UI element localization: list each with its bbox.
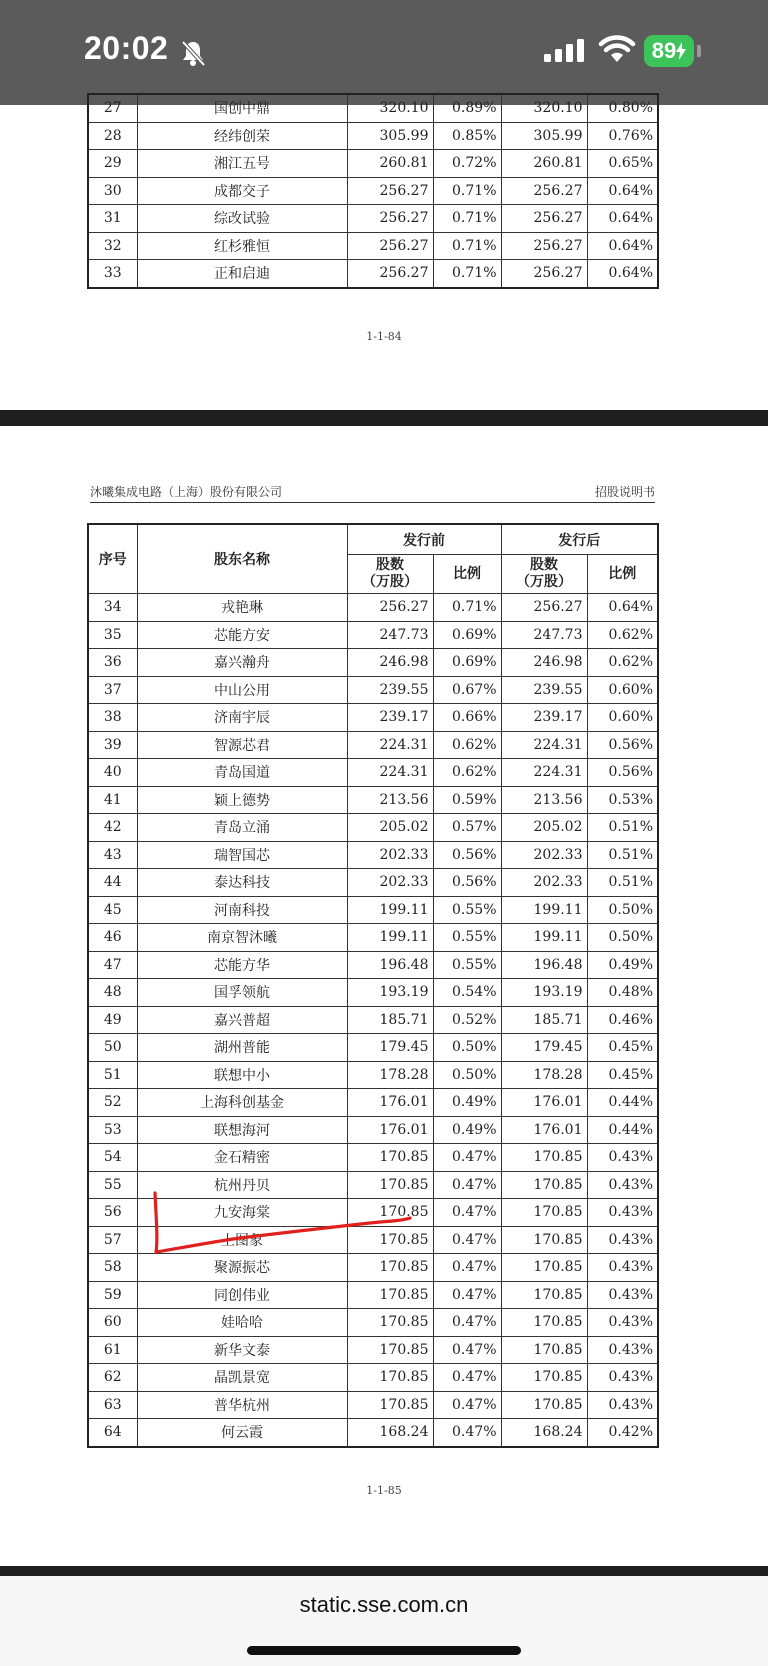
cell-index: 55 <box>88 1171 137 1199</box>
cell-index: 41 <box>88 786 137 814</box>
cell-post-shares: 170.85 <box>501 1309 587 1337</box>
page-number: 1-1-85 <box>366 1484 402 1497</box>
cell-post-ratio: 0.43% <box>587 1226 658 1254</box>
charging-bolt-icon <box>676 42 686 60</box>
cell-post-shares: 260.81 <box>501 150 587 178</box>
cell-shareholder-name: 新华文泰 <box>137 1336 347 1364</box>
cell-shareholder-name: 芯能方安 <box>137 621 347 649</box>
table-row <box>88 841 658 869</box>
table-row <box>88 1199 658 1227</box>
cell-pre-shares: 170.85 <box>347 1171 433 1199</box>
cell-pre-ratio: 0.55% <box>433 924 501 952</box>
cell-pre-ratio: 0.55% <box>433 951 501 979</box>
cell-index: 48 <box>88 979 137 1007</box>
cell-shareholder-name: 普华杭州 <box>137 1391 347 1419</box>
document-header <box>90 482 655 503</box>
cell-post-shares: 170.85 <box>501 1254 587 1282</box>
cell-shareholder-name: 九安海棠 <box>137 1199 347 1227</box>
cell-post-ratio: 0.62% <box>587 621 658 649</box>
cell-index: 32 <box>88 232 137 260</box>
cell-post-ratio: 0.46% <box>587 1006 658 1034</box>
cell-pre-shares: 305.99 <box>347 122 433 150</box>
cell-post-ratio: 0.43% <box>587 1364 658 1392</box>
cell-pre-ratio: 0.47% <box>433 1171 501 1199</box>
table-row <box>88 1281 658 1309</box>
table-row <box>88 1144 658 1172</box>
cell-index: 43 <box>88 841 137 869</box>
cell-post-ratio: 0.64% <box>587 177 658 205</box>
cell-shareholder-name: 南京智沐曦 <box>137 924 347 952</box>
cell-post-shares: 199.11 <box>501 924 587 952</box>
cell-pre-ratio: 0.69% <box>433 649 501 677</box>
table-row <box>88 260 658 288</box>
cell-pre-shares: 185.71 <box>347 1006 433 1034</box>
table-row <box>88 786 658 814</box>
cell-pre-shares: 202.33 <box>347 841 433 869</box>
cell-pre-shares: 205.02 <box>347 814 433 842</box>
cell-index: 49 <box>88 1006 137 1034</box>
cell-pre-ratio: 0.71% <box>433 594 501 622</box>
cell-post-ratio: 0.43% <box>587 1144 658 1172</box>
cell-pre-shares: 170.85 <box>347 1254 433 1282</box>
table-row <box>88 122 658 150</box>
cell-pre-ratio: 0.47% <box>433 1309 501 1337</box>
cell-shareholder-name: 泰达科技 <box>137 869 347 897</box>
table-row <box>88 1309 658 1337</box>
cell-shareholder-name: 杭州丹贝 <box>137 1171 347 1199</box>
cell-post-shares: 168.24 <box>501 1419 587 1447</box>
cell-post-shares: 170.85 <box>501 1171 587 1199</box>
cell-post-ratio: 0.56% <box>587 731 658 759</box>
table-row <box>88 177 658 205</box>
cell-post-ratio: 0.60% <box>587 676 658 704</box>
cell-index: 61 <box>88 1336 137 1364</box>
cell-shareholder-name: 芯能方华 <box>137 951 347 979</box>
cell-post-shares: 305.99 <box>501 122 587 150</box>
cell-pre-ratio: 0.49% <box>433 1089 501 1117</box>
cell-pre-shares: 224.31 <box>347 731 433 759</box>
table-row <box>88 1391 658 1419</box>
cell-shareholder-name: 联想中小 <box>137 1061 347 1089</box>
cell-post-ratio: 0.43% <box>587 1199 658 1227</box>
table-row <box>88 232 658 260</box>
cell-pre-shares: 170.85 <box>347 1226 433 1254</box>
cell-shareholder-name: 智源芯君 <box>137 731 347 759</box>
cell-pre-shares: 170.85 <box>347 1199 433 1227</box>
cell-index: 33 <box>88 260 137 288</box>
cell-pre-ratio: 0.59% <box>433 786 501 814</box>
battery-indicator <box>644 35 694 67</box>
cell-post-ratio: 0.64% <box>587 205 658 233</box>
cell-pre-shares: 170.85 <box>347 1336 433 1364</box>
cell-index: 52 <box>88 1089 137 1117</box>
cell-shareholder-name: 上图象 <box>137 1226 347 1254</box>
col-header-pre-issue: 发行前 <box>347 524 501 555</box>
cell-pre-ratio: 0.71% <box>433 260 501 288</box>
table-row <box>88 1254 658 1282</box>
cell-shareholder-name: 青岛立涌 <box>137 814 347 842</box>
cell-shareholder-name: 金石精密 <box>137 1144 347 1172</box>
cell-post-ratio: 0.44% <box>587 1089 658 1117</box>
page-number: 1-1-84 <box>366 330 402 343</box>
cell-index: 42 <box>88 814 137 842</box>
cell-post-ratio: 0.43% <box>587 1281 658 1309</box>
cell-pre-ratio: 0.50% <box>433 1034 501 1062</box>
cell-post-ratio: 0.60% <box>587 704 658 732</box>
cell-post-shares: 170.85 <box>501 1391 587 1419</box>
cell-pre-shares: 256.27 <box>347 260 433 288</box>
cell-post-shares: 239.17 <box>501 704 587 732</box>
document-type: 招股说明书 <box>594 485 655 499</box>
cell-index: 28 <box>88 122 137 150</box>
cell-index: 39 <box>88 731 137 759</box>
cell-post-shares: 239.55 <box>501 676 587 704</box>
cell-post-shares: 170.85 <box>501 1364 587 1392</box>
cell-post-ratio: 0.64% <box>587 594 658 622</box>
page-separator <box>0 410 768 426</box>
cell-post-ratio: 0.43% <box>587 1309 658 1337</box>
cell-pre-ratio: 0.71% <box>433 205 501 233</box>
cell-post-shares: 202.33 <box>501 869 587 897</box>
cell-index: 63 <box>88 1391 137 1419</box>
cell-pre-ratio: 0.47% <box>433 1281 501 1309</box>
cell-index: 46 <box>88 924 137 952</box>
cell-pre-ratio: 0.62% <box>433 759 501 787</box>
cell-pre-shares: 199.11 <box>347 924 433 952</box>
cell-pre-shares: 256.27 <box>347 232 433 260</box>
cell-shareholder-name: 国创中鼎 <box>137 94 347 122</box>
cell-index: 59 <box>88 1281 137 1309</box>
table-row <box>88 1034 658 1062</box>
cell-post-ratio: 0.80% <box>587 94 658 122</box>
cell-pre-ratio: 0.56% <box>433 869 501 897</box>
cell-post-ratio: 0.42% <box>587 1419 658 1447</box>
cell-shareholder-name: 中山公用 <box>137 676 347 704</box>
cell-post-ratio: 0.50% <box>587 924 658 952</box>
col-header-post-issue: 发行后 <box>501 524 658 555</box>
cell-pre-ratio: 0.52% <box>433 1006 501 1034</box>
cell-pre-shares: 247.73 <box>347 621 433 649</box>
cell-post-ratio: 0.76% <box>587 122 658 150</box>
cell-index: 30 <box>88 177 137 205</box>
cell-pre-ratio: 0.47% <box>433 1254 501 1282</box>
cell-post-shares: 185.71 <box>501 1006 587 1034</box>
cell-pre-ratio: 0.72% <box>433 150 501 178</box>
wifi-icon <box>598 35 636 65</box>
cell-index: 36 <box>88 649 137 677</box>
cell-index: 47 <box>88 951 137 979</box>
cell-shareholder-name: 湖州普能 <box>137 1034 347 1062</box>
cell-post-shares: 246.98 <box>501 649 587 677</box>
cell-post-shares: 202.33 <box>501 841 587 869</box>
cell-shareholder-name: 颖上德势 <box>137 786 347 814</box>
cell-post-ratio: 0.48% <box>587 979 658 1007</box>
table-row <box>88 1226 658 1254</box>
cell-post-ratio: 0.56% <box>587 759 658 787</box>
cell-index: 50 <box>88 1034 137 1062</box>
status-bar <box>0 0 768 105</box>
shareholder-table <box>87 523 659 1448</box>
table-row <box>88 1364 658 1392</box>
col-header-post-shares: 股数 （万股） <box>501 555 587 594</box>
cell-post-ratio: 0.51% <box>587 869 658 897</box>
cell-index: 37 <box>88 676 137 704</box>
cell-pre-ratio: 0.71% <box>433 232 501 260</box>
cell-pre-shares: 256.27 <box>347 205 433 233</box>
table-row <box>88 869 658 897</box>
cell-pre-shares: 202.33 <box>347 869 433 897</box>
cell-pre-ratio: 0.47% <box>433 1226 501 1254</box>
cell-post-shares: 170.85 <box>501 1336 587 1364</box>
browser-address-bar[interactable] <box>0 1576 768 1666</box>
cell-pre-shares: 246.98 <box>347 649 433 677</box>
table-row <box>88 704 658 732</box>
cell-pre-shares: 196.48 <box>347 951 433 979</box>
cell-index: 53 <box>88 1116 137 1144</box>
table-row <box>88 759 658 787</box>
table-row <box>88 979 658 1007</box>
page-separator <box>0 1566 768 1576</box>
cell-pre-shares: 170.85 <box>347 1309 433 1337</box>
cell-pre-ratio: 0.47% <box>433 1336 501 1364</box>
cell-index: 60 <box>88 1309 137 1337</box>
cell-post-ratio: 0.50% <box>587 896 658 924</box>
cell-pre-shares: 260.81 <box>347 150 433 178</box>
url-text[interactable]: static.sse.com.cn <box>299 1592 469 1617</box>
col-header-post-ratio: 比例 <box>587 555 658 594</box>
cell-pre-ratio: 0.66% <box>433 704 501 732</box>
cell-pre-shares: 168.24 <box>347 1419 433 1447</box>
table-row <box>88 676 658 704</box>
cell-shareholder-name: 济南宇辰 <box>137 704 347 732</box>
company-name: 沐曦集成电路（上海）股份有限公司 <box>90 485 283 499</box>
cell-shareholder-name: 成都交子 <box>137 177 347 205</box>
cell-post-shares: 256.27 <box>501 205 587 233</box>
cell-pre-shares: 320.10 <box>347 94 433 122</box>
cell-post-ratio: 0.49% <box>587 951 658 979</box>
col-header-pre-shares: 股数 （万股） <box>347 555 433 594</box>
cell-pre-shares: 179.45 <box>347 1034 433 1062</box>
cell-index: 54 <box>88 1144 137 1172</box>
cell-pre-ratio: 0.47% <box>433 1144 501 1172</box>
table-row <box>88 649 658 677</box>
cell-post-shares: 224.31 <box>501 731 587 759</box>
cell-post-ratio: 0.64% <box>587 260 658 288</box>
cell-post-shares: 193.19 <box>501 979 587 1007</box>
cell-shareholder-name: 同创伟业 <box>137 1281 347 1309</box>
cell-shareholder-name: 红杉雅恒 <box>137 232 347 260</box>
cell-index: 62 <box>88 1364 137 1392</box>
table-row <box>88 1336 658 1364</box>
cell-shareholder-name: 晶凯景宽 <box>137 1364 347 1392</box>
table-row <box>88 621 658 649</box>
cell-post-ratio: 0.51% <box>587 814 658 842</box>
document-page-84 <box>0 100 768 410</box>
cell-post-shares: 256.27 <box>501 594 587 622</box>
cell-pre-shares: 199.11 <box>347 896 433 924</box>
cell-shareholder-name: 国孚领航 <box>137 979 347 1007</box>
cell-post-shares: 256.27 <box>501 260 587 288</box>
cell-shareholder-name: 联想海河 <box>137 1116 347 1144</box>
col-header-index: 序号 <box>88 524 137 594</box>
cell-shareholder-name: 瑞智国芯 <box>137 841 347 869</box>
cell-post-shares: 176.01 <box>501 1089 587 1117</box>
cell-pre-shares: 170.85 <box>347 1144 433 1172</box>
cell-pre-ratio: 0.57% <box>433 814 501 842</box>
cell-pre-ratio: 0.69% <box>433 621 501 649</box>
cell-index: 31 <box>88 205 137 233</box>
cell-shareholder-name: 综改试验 <box>137 205 347 233</box>
cell-pre-shares: 170.85 <box>347 1391 433 1419</box>
cell-post-ratio: 0.64% <box>587 232 658 260</box>
cell-pre-ratio: 0.47% <box>433 1199 501 1227</box>
cell-pre-ratio: 0.67% <box>433 676 501 704</box>
cellular-signal-icon <box>544 38 586 66</box>
status-time: 20:02 <box>84 30 169 66</box>
cell-pre-ratio: 0.85% <box>433 122 501 150</box>
cell-post-shares: 196.48 <box>501 951 587 979</box>
cell-pre-shares: 170.85 <box>347 1281 433 1309</box>
cell-post-ratio: 0.43% <box>587 1391 658 1419</box>
cell-pre-ratio: 0.62% <box>433 731 501 759</box>
cell-pre-shares: 193.19 <box>347 979 433 1007</box>
cell-pre-ratio: 0.71% <box>433 177 501 205</box>
cell-shareholder-name: 何云霞 <box>137 1419 347 1447</box>
cell-post-ratio: 0.44% <box>587 1116 658 1144</box>
cell-post-shares: 170.85 <box>501 1226 587 1254</box>
cell-post-shares: 205.02 <box>501 814 587 842</box>
battery-nub <box>697 45 701 57</box>
cell-shareholder-name: 湘江五号 <box>137 150 347 178</box>
cell-pre-ratio: 0.47% <box>433 1419 501 1447</box>
cell-shareholder-name: 上海科创基金 <box>137 1089 347 1117</box>
table-row <box>88 924 658 952</box>
cell-post-ratio: 0.62% <box>587 649 658 677</box>
table-row <box>88 1419 658 1447</box>
cell-pre-shares: 256.27 <box>347 177 433 205</box>
cell-pre-ratio: 0.89% <box>433 94 501 122</box>
cell-shareholder-name: 青岛国道 <box>137 759 347 787</box>
cell-post-shares: 213.56 <box>501 786 587 814</box>
cell-pre-shares: 224.31 <box>347 759 433 787</box>
cell-post-ratio: 0.51% <box>587 841 658 869</box>
table-row <box>88 1171 658 1199</box>
table-row <box>88 94 658 122</box>
cell-post-shares: 199.11 <box>501 896 587 924</box>
home-indicator[interactable] <box>247 1646 521 1655</box>
table-row <box>88 1116 658 1144</box>
cell-index: 45 <box>88 896 137 924</box>
cell-post-shares: 179.45 <box>501 1034 587 1062</box>
cell-pre-shares: 170.85 <box>347 1364 433 1392</box>
table-row <box>88 1061 658 1089</box>
cell-index: 64 <box>88 1419 137 1447</box>
cell-post-shares: 247.73 <box>501 621 587 649</box>
table-row <box>88 1089 658 1117</box>
document-page-85 <box>0 426 768 1566</box>
cell-post-ratio: 0.45% <box>587 1034 658 1062</box>
cell-shareholder-name: 聚源振芯 <box>137 1254 347 1282</box>
table-row <box>88 731 658 759</box>
cell-pre-ratio: 0.47% <box>433 1364 501 1392</box>
cell-shareholder-name: 嘉兴瀚舟 <box>137 649 347 677</box>
cell-index: 51 <box>88 1061 137 1089</box>
cell-index: 35 <box>88 621 137 649</box>
cell-pre-shares: 176.01 <box>347 1116 433 1144</box>
cell-index: 58 <box>88 1254 137 1282</box>
cell-index: 38 <box>88 704 137 732</box>
cell-pre-ratio: 0.47% <box>433 1391 501 1419</box>
cell-post-ratio: 0.65% <box>587 150 658 178</box>
cell-pre-ratio: 0.54% <box>433 979 501 1007</box>
cell-post-shares: 170.85 <box>501 1199 587 1227</box>
cell-post-shares: 256.27 <box>501 232 587 260</box>
silent-bell-icon <box>178 38 208 68</box>
cell-post-shares: 224.31 <box>501 759 587 787</box>
cell-shareholder-name: 经纬创荣 <box>137 122 347 150</box>
cell-index: 34 <box>88 594 137 622</box>
cell-post-ratio: 0.53% <box>587 786 658 814</box>
cell-index: 29 <box>88 150 137 178</box>
cell-index: 27 <box>88 94 137 122</box>
cell-post-shares: 170.85 <box>501 1281 587 1309</box>
cell-post-ratio: 0.43% <box>587 1254 658 1282</box>
cell-pre-ratio: 0.55% <box>433 896 501 924</box>
cell-pre-shares: 178.28 <box>347 1061 433 1089</box>
cell-post-ratio: 0.45% <box>587 1061 658 1089</box>
shareholder-table-continued <box>87 93 659 289</box>
table-row <box>88 205 658 233</box>
battery-level: 89 <box>651 38 677 63</box>
cell-pre-ratio: 0.56% <box>433 841 501 869</box>
cell-shareholder-name: 正和启迪 <box>137 260 347 288</box>
table-row <box>88 951 658 979</box>
cell-shareholder-name: 娃哈哈 <box>137 1309 347 1337</box>
cell-post-shares: 178.28 <box>501 1061 587 1089</box>
cell-shareholder-name: 嘉兴普超 <box>137 1006 347 1034</box>
cell-pre-ratio: 0.50% <box>433 1061 501 1089</box>
cell-index: 56 <box>88 1199 137 1227</box>
table-row <box>88 1006 658 1034</box>
cell-post-ratio: 0.43% <box>587 1171 658 1199</box>
table-row <box>88 150 658 178</box>
cell-pre-ratio: 0.49% <box>433 1116 501 1144</box>
cell-index: 57 <box>88 1226 137 1254</box>
col-header-pre-ratio: 比例 <box>433 555 501 594</box>
cell-post-shares: 170.85 <box>501 1144 587 1172</box>
cell-shareholder-name: 戎艳琳 <box>137 594 347 622</box>
cell-pre-shares: 239.17 <box>347 704 433 732</box>
col-header-name: 股东名称 <box>137 524 347 594</box>
table-row <box>88 814 658 842</box>
cell-post-ratio: 0.43% <box>587 1336 658 1364</box>
cell-pre-shares: 256.27 <box>347 594 433 622</box>
cell-post-shares: 320.10 <box>501 94 587 122</box>
table-row <box>88 594 658 622</box>
cell-pre-shares: 213.56 <box>347 786 433 814</box>
cell-post-shares: 256.27 <box>501 177 587 205</box>
cell-index: 44 <box>88 869 137 897</box>
cell-post-shares: 176.01 <box>501 1116 587 1144</box>
cell-pre-shares: 239.55 <box>347 676 433 704</box>
cell-index: 40 <box>88 759 137 787</box>
table-row <box>88 896 658 924</box>
cell-shareholder-name: 河南科投 <box>137 896 347 924</box>
cell-pre-shares: 176.01 <box>347 1089 433 1117</box>
